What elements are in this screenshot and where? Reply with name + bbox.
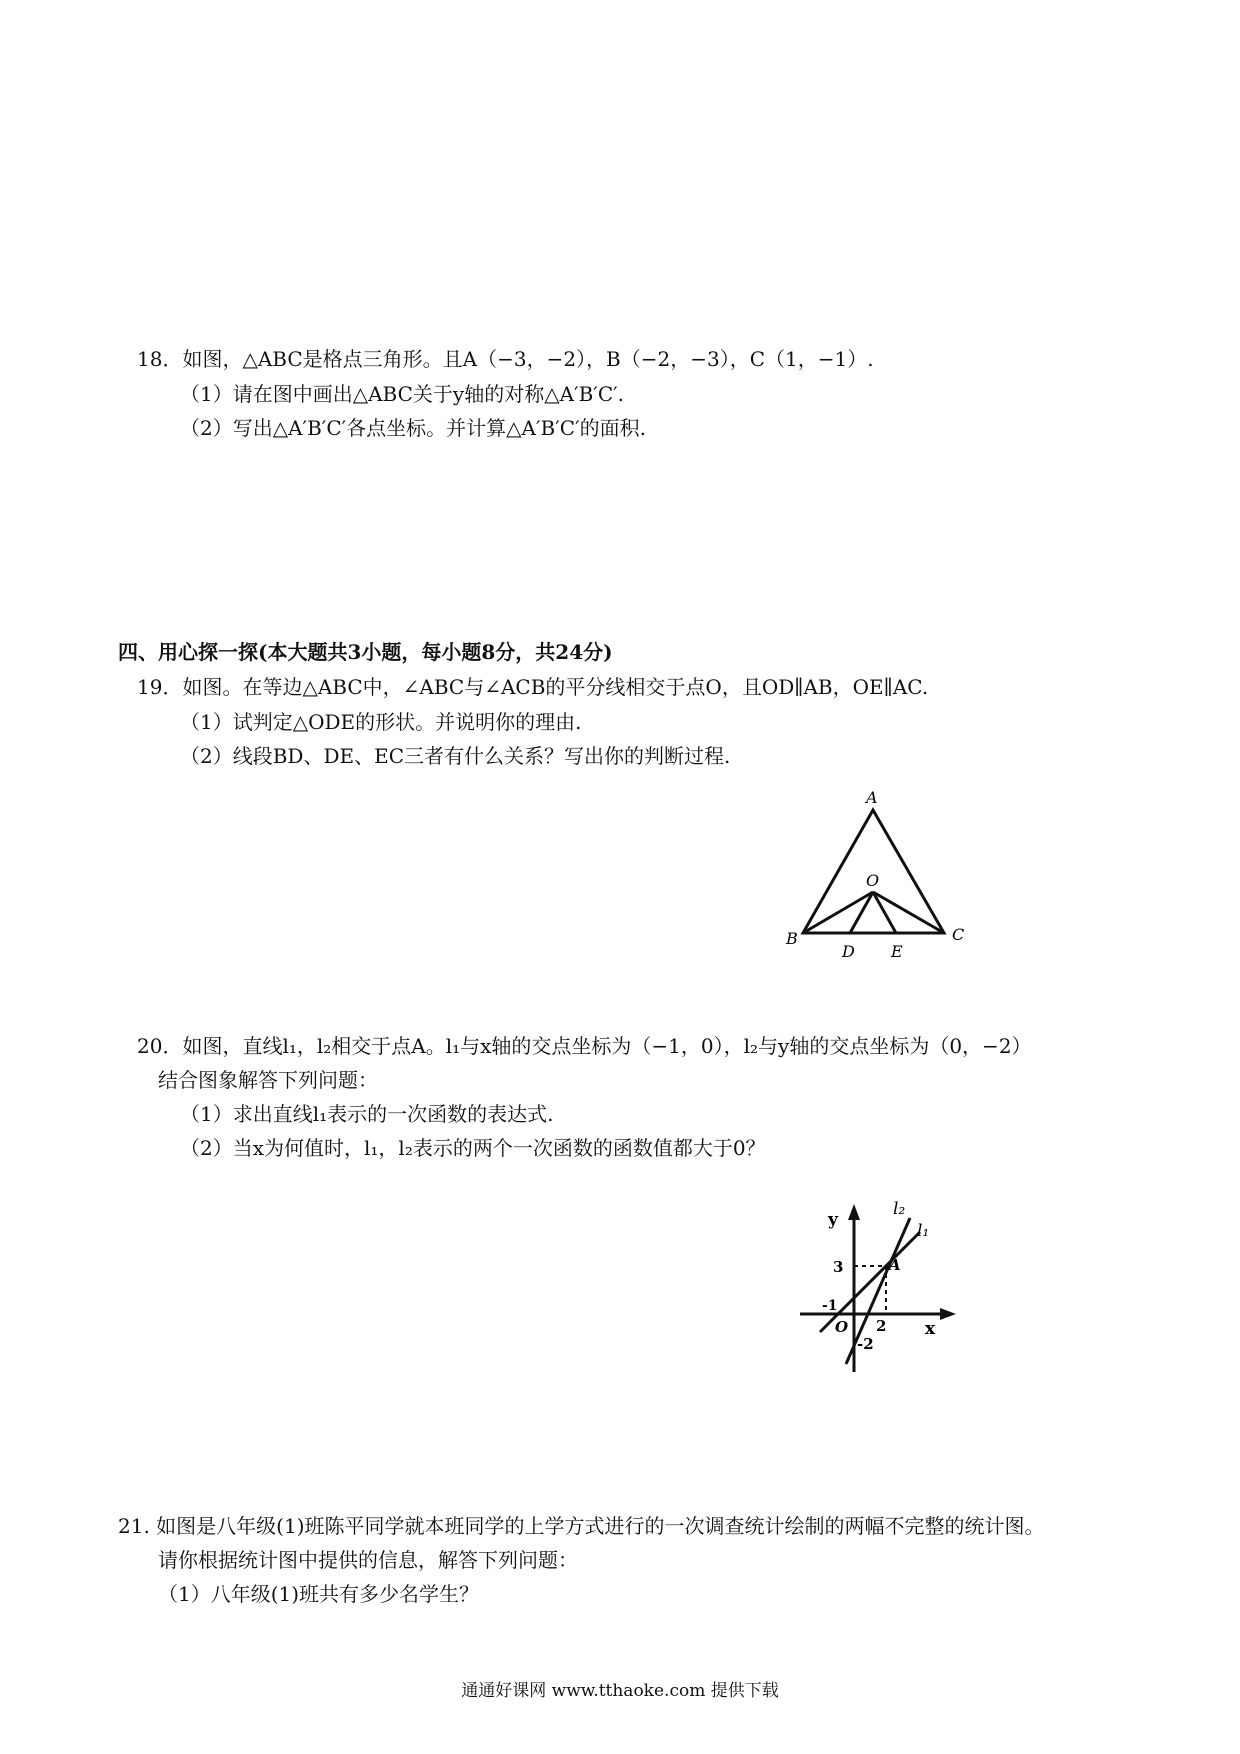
page-footer: 通通好课网 www.tthaoke.com 提供下载 bbox=[461, 1681, 779, 1701]
q18-part1: （1）请在图中画出△ABC关于y轴的对称△A′B′C′. bbox=[180, 382, 625, 406]
label-c: C bbox=[952, 925, 965, 944]
label-l1: l₁ bbox=[917, 1221, 930, 1241]
label-x-axis: x bbox=[925, 1319, 936, 1339]
y-arrow bbox=[848, 1204, 860, 1220]
label-neg2: -2 bbox=[857, 1335, 874, 1353]
q21-stem2: 请你根据统计图中提供的信息，解答下列问题： bbox=[158, 1548, 578, 1572]
label-three: 3 bbox=[833, 1258, 844, 1276]
q19-part2: （2）线段BD、DE、EC三者有什么关系？写出你的判断过程. bbox=[180, 744, 731, 768]
label-neg1: -1 bbox=[822, 1298, 838, 1314]
q21-part1: （1）八年级(1)班共有多少名学生？ bbox=[158, 1582, 480, 1606]
q18-stem: 18．如图，△ABC是格点三角形。且A（−3，−2），B（−2，−3），C（1，−1）. bbox=[137, 347, 874, 371]
label-d: D bbox=[842, 942, 855, 961]
q20-part2: （2）当x为何值时，l₁，l₂表示的两个一次函数的函数值都大于0？ bbox=[180, 1136, 766, 1160]
label-two: 2 bbox=[876, 1317, 887, 1335]
label-e: E bbox=[891, 942, 903, 961]
line-l2 bbox=[846, 1218, 910, 1364]
x-arrow bbox=[940, 1308, 956, 1320]
q20-part1: （1）求出直线l₁表示的一次函数的表达式. bbox=[180, 1102, 554, 1126]
q20-stem: 20．如图，直线l₁，l₂相交于点A。l₁与x轴的交点坐标为（−1，0），l₂与y轴的交点坐标为（0，−2） bbox=[137, 1034, 1032, 1058]
q21-stem: 21. 如图是八年级(1)班陈平同学就本班同学的上学方式进行的一次调查统计绘制的两幅不完整的统计图。 bbox=[118, 1514, 1045, 1538]
q18-part2: （2）写出△A′B′C′各点坐标。并计算△A′B′C′的面积. bbox=[180, 416, 646, 440]
label-point-a: A bbox=[889, 1256, 901, 1274]
label-a: A bbox=[866, 788, 878, 807]
label-l2: l₂ bbox=[893, 1199, 906, 1219]
q19-part1: （1）试判定△ODE的形状。并说明你的理由. bbox=[180, 710, 582, 734]
q19-stem: 19．如图。在等边△ABC中，∠ABC与∠ACB的平分线相交于点O，且OD∥AB，OE∥AC. bbox=[137, 675, 929, 699]
line-l1 bbox=[820, 1232, 920, 1332]
label-origin: O bbox=[835, 1318, 849, 1336]
label-o: O bbox=[866, 871, 880, 890]
label-y-axis: y bbox=[828, 1210, 838, 1230]
q20-stem2: 结合图象解答下列问题： bbox=[158, 1068, 378, 1092]
label-b: B bbox=[786, 929, 798, 948]
section-title: 四、用心探一探(本大题共3小题，每小题8分，共24分) bbox=[118, 640, 613, 664]
